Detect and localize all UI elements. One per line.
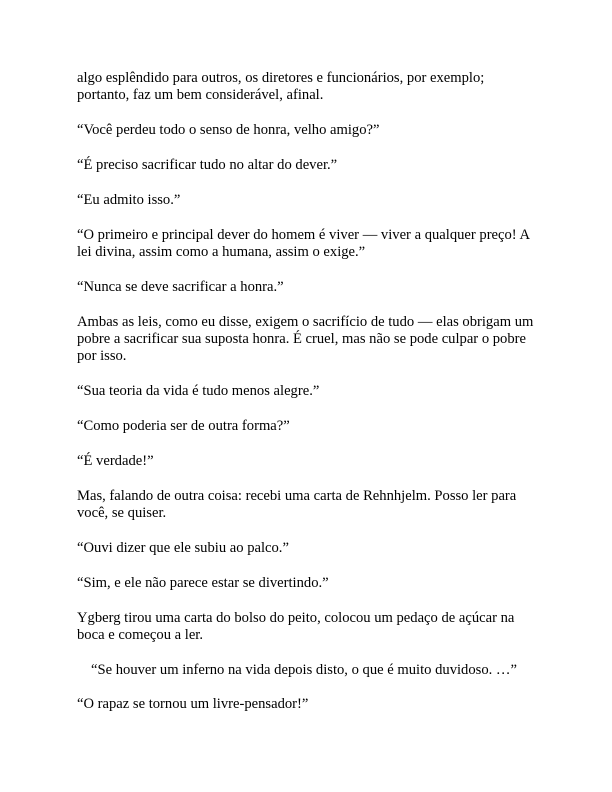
paragraph: Ambas as leis, como eu disse, exigem o sacrifício de tudo — elas obrigam um pobre a sacrificar sua suposta honra. É cruel, mas não se pode culpar o pobre por isso. (77, 314, 534, 364)
paragraph: “Você perdeu todo o senso de honra, velho amigo?” (77, 122, 380, 138)
paragraph: “Sim, e ele não parece estar se divertindo.” (77, 575, 329, 591)
paragraph: “Nunca se deve sacrificar a honra.” (77, 279, 284, 295)
paragraph: “É verdade!” (77, 453, 154, 469)
paragraph: “O rapaz se tornou um livre-pensador!” (77, 696, 309, 712)
paragraph: “O primeiro e principal dever do homem é viver — viver a qualquer preço! A lei divina, assim como a humana, assim o exige.” (77, 227, 530, 260)
paragraph: Ygberg tirou uma carta do bolso do peito, colocou um pedaço de açúcar na boca e começou a ler. (77, 610, 515, 643)
paragraph: algo esplêndido para outros, os diretores e funcionários, por exemplo; portanto, faz um bem considerável, afinal. (77, 70, 485, 103)
paragraph: “Sua teoria da vida é tudo menos alegre.” (77, 383, 320, 399)
paragraph: “Eu admito isso.” (77, 192, 181, 208)
letter-quote: “Se houver um inferno na vida depois disto, o que é muito duvidoso. …” (91, 662, 517, 678)
paragraph: “Ouvi dizer que ele subiu ao palco.” (77, 540, 289, 556)
paragraph: “É preciso sacrificar tudo no altar do dever.” (77, 157, 338, 173)
paragraph: Mas, falando de outra coisa: recebi uma carta de Rehnhjelm. Posso ler para você, se quiser. (77, 488, 517, 521)
paragraph: “Como poderia ser de outra forma?” (77, 418, 290, 434)
document-page (77, 70, 537, 731)
